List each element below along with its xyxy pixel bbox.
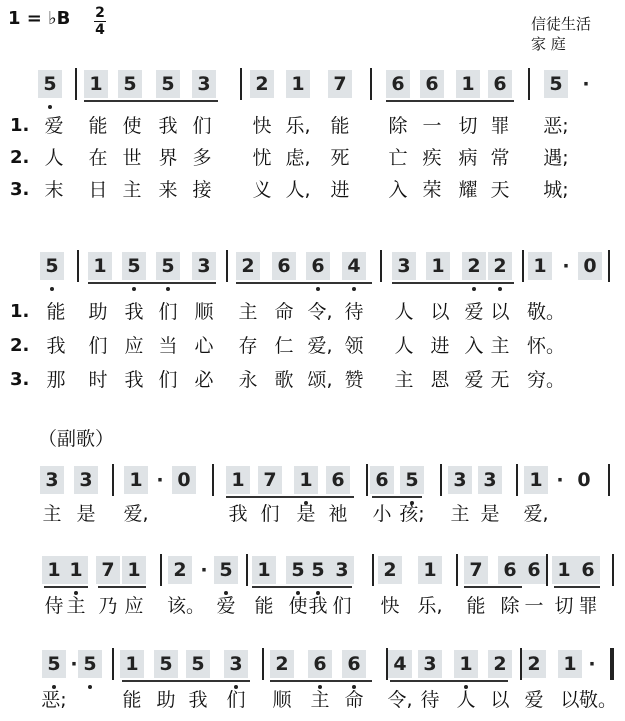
- lyric-char: 世: [122, 147, 142, 169]
- lyric-char: 命: [274, 301, 294, 323]
- lyric-char: 助: [156, 689, 176, 711]
- note: 6: [370, 466, 394, 494]
- octave-dot: [132, 287, 136, 291]
- beam-underline: [98, 586, 146, 588]
- lyric-char: 使: [288, 595, 308, 617]
- lyric-char: 当: [158, 335, 178, 357]
- lyric-char: 孩;: [399, 503, 425, 525]
- lyric-char: 快: [380, 595, 400, 617]
- note: 0: [578, 252, 602, 280]
- lyric-char: 恩: [430, 369, 450, 391]
- note: 3: [192, 252, 216, 280]
- lyric-char: 城;: [543, 179, 569, 201]
- bar-line: [520, 648, 522, 680]
- note: 3: [448, 466, 472, 494]
- note: 1: [524, 466, 548, 494]
- lyric-char: 必: [194, 369, 214, 391]
- lyric-char: 主: [66, 595, 86, 617]
- bar-line: [440, 464, 442, 496]
- lyric-char: 忧: [252, 147, 272, 169]
- duration-dot: ·: [70, 653, 78, 675]
- lyric-char: 我: [228, 503, 248, 525]
- lyric-char: 无: [490, 369, 510, 391]
- note: 5: [38, 70, 62, 98]
- lyric-char: 能: [46, 301, 66, 323]
- lyric-char: 爱,: [123, 503, 149, 525]
- note: 4: [342, 252, 366, 280]
- note: 2: [236, 252, 260, 280]
- lyric-row-1-3: [0, 176, 625, 204]
- notation-row-1: [0, 70, 625, 98]
- note: 1: [88, 252, 112, 280]
- lyric-char: 快: [252, 115, 272, 137]
- lyric-char: 进: [430, 335, 450, 357]
- lyric-char: 是: [480, 503, 500, 525]
- lyric-char: 们: [88, 335, 108, 357]
- beam-underline: [554, 586, 600, 588]
- lyric-char: 以: [560, 689, 580, 711]
- source-credit: [531, 14, 591, 54]
- time-bottom: 4: [95, 22, 105, 38]
- note: 3: [330, 556, 354, 584]
- lyric-char: 日: [88, 179, 108, 201]
- note: 1: [124, 466, 148, 494]
- bar-line: [522, 250, 524, 282]
- note: 5: [122, 252, 146, 280]
- note: 1: [456, 70, 480, 98]
- lyric-char: 敬。: [579, 689, 618, 711]
- note: 5: [400, 466, 424, 494]
- lyric-char: 们: [158, 369, 178, 391]
- lyric-char: 来: [158, 179, 178, 201]
- lyric-char: 歌: [274, 369, 294, 391]
- note: 7: [258, 466, 282, 494]
- lyric-char: 入: [464, 335, 484, 357]
- lyric-char: 以: [490, 689, 510, 711]
- note: 2: [378, 556, 402, 584]
- note: 6: [488, 70, 512, 98]
- note: 5: [154, 650, 178, 678]
- lyric-char: 主: [42, 503, 62, 525]
- duration-dot: ·: [562, 255, 570, 277]
- lyric-char: 乃: [98, 595, 118, 617]
- lyric-char: 一: [422, 115, 442, 137]
- note: 1: [454, 650, 478, 678]
- lyric-char: 人: [394, 335, 414, 357]
- note: 6: [306, 252, 330, 280]
- note: 7: [328, 70, 352, 98]
- lyric-char: 们: [192, 115, 212, 137]
- lyric-char: 遇;: [543, 147, 569, 169]
- lyric-row-2-3: [0, 366, 625, 394]
- lyric-char: 令,: [307, 301, 333, 323]
- lyric-row-4: [0, 592, 625, 620]
- chorus-label: （副歌）: [38, 428, 115, 450]
- note: 3: [224, 650, 248, 678]
- beam-underline: [386, 100, 514, 102]
- note: 6: [326, 466, 350, 494]
- lyric-char: 赞: [344, 369, 364, 391]
- lyric-char: 接: [192, 179, 212, 201]
- beam-underline: [252, 586, 352, 588]
- lyric-char: 应: [124, 595, 144, 617]
- octave-dot: [50, 287, 54, 291]
- note: 3: [418, 650, 442, 678]
- note: 1: [42, 556, 66, 584]
- verse-number: 3.: [10, 179, 30, 200]
- bar-line: [456, 554, 458, 586]
- note: 5: [156, 252, 180, 280]
- bar-line: [386, 648, 388, 680]
- lyric-char: 主: [490, 335, 510, 357]
- note: 3: [392, 252, 416, 280]
- lyric-char: 怀。: [527, 335, 566, 357]
- lyric-char: 以: [490, 301, 510, 323]
- verse-number: 2.: [10, 335, 30, 356]
- note: 1: [122, 556, 146, 584]
- octave-dot: [48, 105, 52, 109]
- beam-underline: [44, 586, 88, 588]
- bar-line: [366, 464, 368, 496]
- lyric-char: 能: [122, 689, 142, 711]
- note: 5: [214, 556, 238, 584]
- beam-underline: [464, 586, 522, 588]
- lyric-char: 我: [124, 301, 144, 323]
- duration-dot: ·: [582, 73, 590, 95]
- note: 6: [576, 556, 600, 584]
- lyric-char: 虑,: [285, 147, 311, 169]
- bar-line: [528, 68, 530, 100]
- octave-dot: [352, 287, 356, 291]
- lyric-char: 主: [122, 179, 142, 201]
- note: 3: [478, 466, 502, 494]
- lyric-char: 该。: [167, 595, 206, 617]
- lyric-char: 们: [158, 301, 178, 323]
- lyric-char: 罪: [578, 595, 598, 617]
- lyric-char: 存: [238, 335, 258, 357]
- lyric-char: 我: [46, 335, 66, 357]
- beam-underline: [236, 282, 372, 284]
- lyric-char: 耀: [458, 179, 478, 201]
- lyric-char: 我: [308, 595, 328, 617]
- duration-dot: ·: [556, 469, 564, 491]
- bar-line: [112, 648, 114, 680]
- bar-line: [262, 648, 264, 680]
- lyric-char: 那: [46, 369, 66, 391]
- note: 2: [462, 252, 486, 280]
- lyric-row-3: [0, 500, 625, 528]
- note: 2: [522, 650, 546, 678]
- lyric-char: 侍: [44, 595, 64, 617]
- lyric-char: 恶;: [41, 689, 67, 711]
- note: 6: [522, 556, 546, 584]
- bar-line: [608, 464, 610, 496]
- lyric-char: 使: [122, 115, 142, 137]
- beam-underline: [122, 680, 250, 682]
- lyric-char: 恶;: [543, 115, 569, 137]
- verse-number: 1.: [10, 301, 30, 322]
- lyric-char: 敬。: [527, 301, 566, 323]
- lyric-char: 小: [372, 503, 392, 525]
- note: 1: [84, 70, 108, 98]
- lyric-char: 们: [260, 503, 280, 525]
- lyric-char: 界: [158, 147, 178, 169]
- lyric-char: 主: [310, 689, 330, 711]
- bar-line: [112, 464, 114, 496]
- key-text: 1 = ♭B: [8, 8, 71, 29]
- note: 6: [272, 252, 296, 280]
- lyric-char: 亡: [388, 147, 408, 169]
- note: 5: [156, 70, 180, 98]
- note: 1: [252, 556, 276, 584]
- bar-line: [370, 68, 372, 100]
- lyric-char: 入: [388, 179, 408, 201]
- lyric-char: 多: [192, 147, 212, 169]
- lyric-char: 爱,: [523, 503, 549, 525]
- lyric-char: 助: [88, 301, 108, 323]
- lyric-char: 切: [458, 115, 478, 137]
- lyric-char: 我: [188, 689, 208, 711]
- lyric-char: 能: [466, 595, 486, 617]
- note: 6: [498, 556, 522, 584]
- credit-line-2: 家 庭: [530, 35, 566, 53]
- lyric-char: 乐,: [285, 115, 311, 137]
- bar-line: [608, 250, 610, 282]
- lyric-char: 主: [238, 301, 258, 323]
- lyric-char: 我: [124, 369, 144, 391]
- note: 2: [270, 650, 294, 678]
- lyric-char: 顺: [272, 689, 292, 711]
- lyric-char: 令,: [387, 689, 413, 711]
- bar-line: [75, 68, 77, 100]
- lyric-char: 时: [88, 369, 108, 391]
- note: 3: [74, 466, 98, 494]
- note: 1: [558, 650, 582, 678]
- note: 5: [306, 556, 330, 584]
- note: 5: [40, 252, 64, 280]
- notation-row-2: [0, 252, 625, 280]
- lyric-row-2-1: [0, 298, 625, 326]
- note: 5: [42, 650, 66, 678]
- bar-line: [516, 464, 518, 496]
- lyric-char: 天: [490, 179, 510, 201]
- note: 2: [488, 650, 512, 678]
- note: 1: [528, 252, 552, 280]
- lyric-row-1-2: [0, 144, 625, 172]
- note: 2: [488, 252, 512, 280]
- note: 5: [544, 70, 568, 98]
- notation-row-4: [0, 556, 625, 584]
- time-signature: [94, 6, 106, 37]
- lyric-char: 是: [76, 503, 96, 525]
- note: 0: [577, 469, 591, 491]
- note: 3: [192, 70, 216, 98]
- note: 1: [426, 252, 450, 280]
- lyric-char: 一: [524, 595, 544, 617]
- note: 0: [172, 466, 196, 494]
- lyric-char: 我: [158, 115, 178, 137]
- lyric-char: 乐,: [417, 595, 443, 617]
- lyric-char: 除: [500, 595, 520, 617]
- lyric-char: 们: [332, 595, 352, 617]
- lyric-char: 领: [344, 335, 364, 357]
- note: 1: [418, 556, 442, 584]
- lyric-char: 爱,: [307, 335, 333, 357]
- lyric-char: 主: [450, 503, 470, 525]
- lyric-char: 能: [88, 115, 108, 137]
- lyric-char: 能: [254, 595, 274, 617]
- note: 3: [40, 466, 64, 494]
- note: 5: [118, 70, 142, 98]
- note: 1: [226, 466, 250, 494]
- notation-row-3: [0, 466, 625, 494]
- note: 5: [286, 556, 310, 584]
- lyric-char: 应: [124, 335, 144, 357]
- note: 5: [78, 650, 102, 678]
- beam-underline: [84, 100, 218, 102]
- lyric-char: 人,: [285, 179, 311, 201]
- lyric-char: 爱: [464, 369, 484, 391]
- lyric-char: 能: [330, 115, 350, 137]
- lyric-char: 人: [456, 689, 476, 711]
- note: 2: [168, 556, 192, 584]
- lyric-char: 死: [330, 147, 350, 169]
- lyric-char: 心: [194, 335, 214, 357]
- beam-underline: [392, 282, 514, 284]
- beam-underline: [226, 496, 354, 498]
- octave-dot: [166, 287, 170, 291]
- lyric-row-2-2: [0, 332, 625, 360]
- lyric-char: 永: [238, 369, 258, 391]
- time-top: 2: [95, 5, 105, 21]
- note: 1: [286, 70, 310, 98]
- lyric-char: 疾: [422, 147, 442, 169]
- duration-dot: ·: [588, 653, 596, 675]
- note: 7: [464, 556, 488, 584]
- lyric-char: 病: [458, 147, 478, 169]
- bar-line: [240, 68, 242, 100]
- note: 6: [420, 70, 444, 98]
- lyric-char: 在: [88, 147, 108, 169]
- note: 6: [386, 70, 410, 98]
- beam-underline: [372, 496, 422, 498]
- lyric-char: 待: [420, 689, 440, 711]
- lyric-char: 主: [394, 369, 414, 391]
- verse-number: 3.: [10, 369, 30, 390]
- lyric-char: 罪: [490, 115, 510, 137]
- lyric-char: 爱: [524, 689, 544, 711]
- bar-line: [212, 464, 214, 496]
- lyric-char: 人: [394, 301, 414, 323]
- lyric-char: 仁: [274, 335, 294, 357]
- lyric-char: 进: [330, 179, 350, 201]
- lyric-char: 人: [44, 147, 64, 169]
- lyric-char: 们: [226, 689, 246, 711]
- lyric-char: 以: [430, 301, 450, 323]
- bar-line: [77, 250, 79, 282]
- octave-dot: [498, 287, 502, 291]
- lyric-char: 切: [554, 595, 574, 617]
- bar-line: [380, 250, 382, 282]
- note: 1: [552, 556, 576, 584]
- bar-line: [612, 554, 614, 586]
- note: 5: [186, 650, 210, 678]
- note: 7: [96, 556, 120, 584]
- note: 6: [342, 650, 366, 678]
- lyric-char: 常: [490, 147, 510, 169]
- bar-line: [372, 554, 374, 586]
- octave-dot: [472, 287, 476, 291]
- note: 1: [120, 650, 144, 678]
- verse-number: 1.: [10, 115, 30, 136]
- lyric-char: 是: [296, 503, 316, 525]
- bar-line: [160, 554, 162, 586]
- lyric-char: 除: [388, 115, 408, 137]
- bar-line: [246, 554, 248, 586]
- lyric-char: 待: [344, 301, 364, 323]
- duration-dot: ·: [156, 469, 164, 491]
- note: 6: [308, 650, 332, 678]
- lyric-row-5: [0, 686, 625, 714]
- lyric-char: 祂: [328, 503, 348, 525]
- bar-line: [610, 648, 614, 680]
- beam-underline: [390, 680, 508, 682]
- lyric-row-1-1: [0, 112, 625, 140]
- key-signature: [8, 5, 105, 38]
- lyric-char: 穷。: [527, 369, 566, 391]
- note: 4: [388, 650, 412, 678]
- octave-dot: [316, 287, 320, 291]
- note: 2: [250, 70, 274, 98]
- lyric-char: 顺: [194, 301, 214, 323]
- credit-line-1: 信徒生活: [530, 15, 591, 33]
- lyric-char: 末: [44, 179, 64, 201]
- lyric-char: 颂,: [307, 369, 333, 391]
- bar-line: [226, 250, 228, 282]
- beam-underline: [88, 282, 216, 284]
- notation-row-5: [0, 650, 625, 678]
- beam-underline: [270, 680, 372, 682]
- lyric-char: 义: [252, 179, 272, 201]
- lyric-char: 爱: [216, 595, 236, 617]
- verse-number: 2.: [10, 147, 30, 168]
- lyric-char: 荣: [422, 179, 442, 201]
- note: 1: [64, 556, 88, 584]
- duration-dot: ·: [200, 559, 208, 581]
- lyric-char: 命: [344, 689, 364, 711]
- lyric-char: 爱: [464, 301, 484, 323]
- lyric-char: 爱: [44, 115, 64, 137]
- note: 1: [294, 466, 318, 494]
- bar-line: [546, 554, 548, 586]
